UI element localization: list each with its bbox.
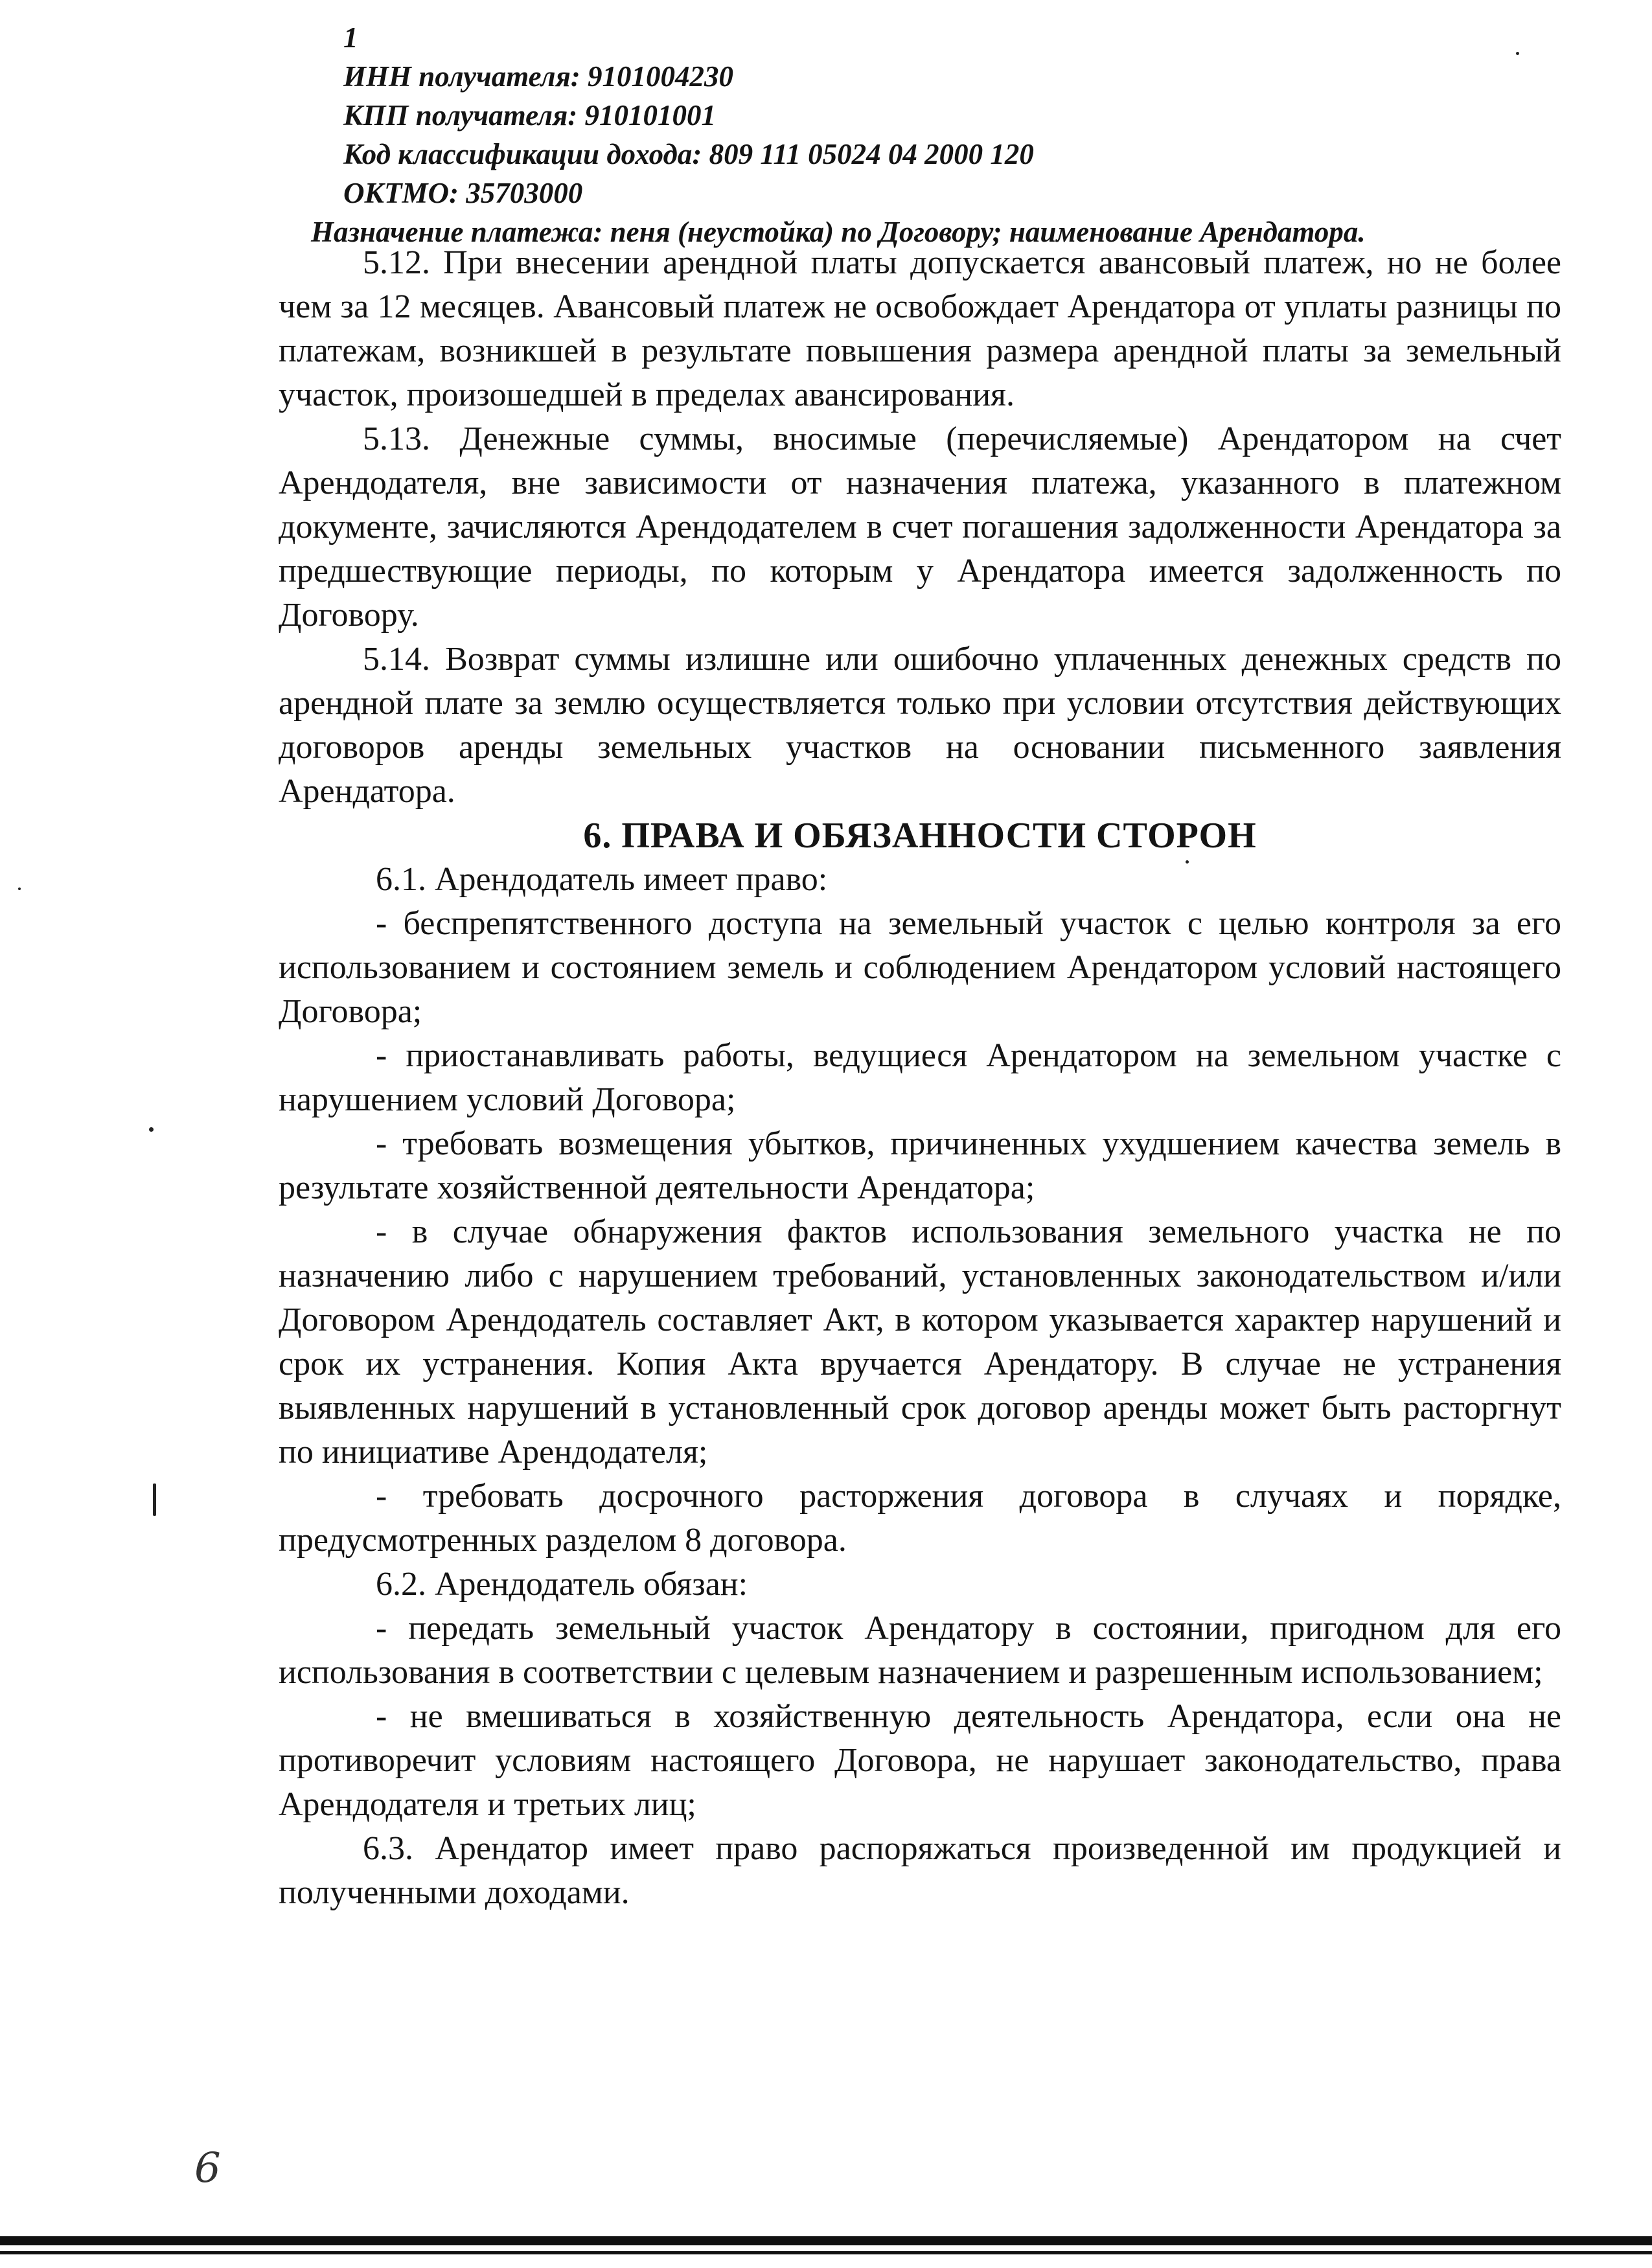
scan-edge-rule-thin xyxy=(0,2251,1652,2254)
scan-speck xyxy=(1186,860,1189,864)
kpp-line: КПП получателя: 910101001 xyxy=(343,99,717,132)
list-item-6-1-d: - в случае обнаружения фактов использования земельного участка не по назначению либо с нарушением требований, установленных законодательством и/или Договором Арендодатель составляет Акт, в котором указывается характер нарушений и срок их устранения. Копия Акта вручается Арендатору. В случае не устранения выявленных нарушений в установленный срок договор аренды может быть расторгнут по инициативе Арендодателя; xyxy=(279,1213,1561,1471)
list-item-6-1-e: - требовать досрочного расторжения договора в случаях и порядке, предусмотренных разделом 8 договора. xyxy=(279,1478,1561,1559)
section-6-title: 6. ПРАВА И ОБЯЗАННОСТИ СТОРОН xyxy=(583,816,1257,856)
handwritten-page-number: 6 xyxy=(194,2144,221,2192)
paragraph-6-3: 6.3. Арендатор имеет право распоряжаться произведенной им продукцией и полученными доходами. xyxy=(279,1830,1561,1911)
inn-line: ИНН получателя: 9101004230 xyxy=(343,60,734,93)
scan-edge-rule-thick xyxy=(0,2236,1652,2245)
payment-details-block xyxy=(311,18,1574,251)
scan-speck xyxy=(18,888,21,890)
oktmo-line: ОКТМО: 35703000 xyxy=(343,177,583,209)
scan-speck xyxy=(153,1483,156,1516)
list-item-6-2-a: - передать земельный участок Арендатору в состоянии, пригодном для его использования в соответствии с целевым назначением и разрешенным использованием; xyxy=(279,1610,1561,1691)
document-body xyxy=(279,241,1561,1915)
paragraph-6-2: 6.2. Арендодатель обязан: xyxy=(376,1566,748,1603)
paragraph-6-1: 6.1. Арендодатель имеет право: xyxy=(376,861,828,898)
paragraph-5-12: 5.12. При внесении арендной платы допускается авансовый платеж, но не более чем за 12 месяцев. Авансовый платеж не освобождает Арендатора от уплаты разницы по платежам, возникшей в результате повышения размера арендной платы за земельный участок, произошедшей в пределах авансирования. xyxy=(279,244,1561,413)
list-item-6-2-b: - не вмешиваться в хозяйственную деятельность Арендатора, если она не противоречит условиям настоящего Договора, не нарушает законодательство, права Арендодателя и третьих лиц; xyxy=(279,1698,1561,1823)
scan-speck xyxy=(149,1127,154,1132)
paragraph-5-13: 5.13. Денежные суммы, вносимые (перечисляемые) Арендатором на счет Арендодателя, вне зависимости от назначения платежа, указанного в платежном документе, зачисляются Арендодателем в счет погашения задолженности Арендатора за предшествующие периоды, по которым у Арендатора имеется задолженность по Договору. xyxy=(279,420,1561,634)
income-code-line: Код классификации дохода: 809 111 05024 04 2000 120 xyxy=(343,138,1034,170)
list-item-6-1-b: - приостанавливать работы, ведущиеся Арендатором на земельном участке с нарушением условий Договора; xyxy=(279,1037,1561,1118)
scan-speck xyxy=(1516,52,1519,55)
list-item-6-1-c: - требовать возмещения убытков, причиненных ухудшением качества земель в результате хозяйственной деятельности Арендатора; xyxy=(279,1125,1561,1206)
paragraph-5-14: 5.14. Возврат суммы излишне или ошибочно уплаченных денежных средств по арендной плате за землю осуществляется только при условии отсутствия действующих договоров аренды земельных участков на основании письменного заявления Арендатора. xyxy=(279,641,1561,810)
page-marker: 1 xyxy=(343,21,358,54)
payment-purpose-line: Назначение платежа: пеня (неустойка) по Договору; наименование Арендатора. xyxy=(311,216,1366,248)
list-item-6-1-a: - беспрепятственного доступа на земельный участок с целью контроля за его использованием и состоянием земель и соблюдением Арендатором условий настоящего Договора; xyxy=(279,905,1561,1030)
